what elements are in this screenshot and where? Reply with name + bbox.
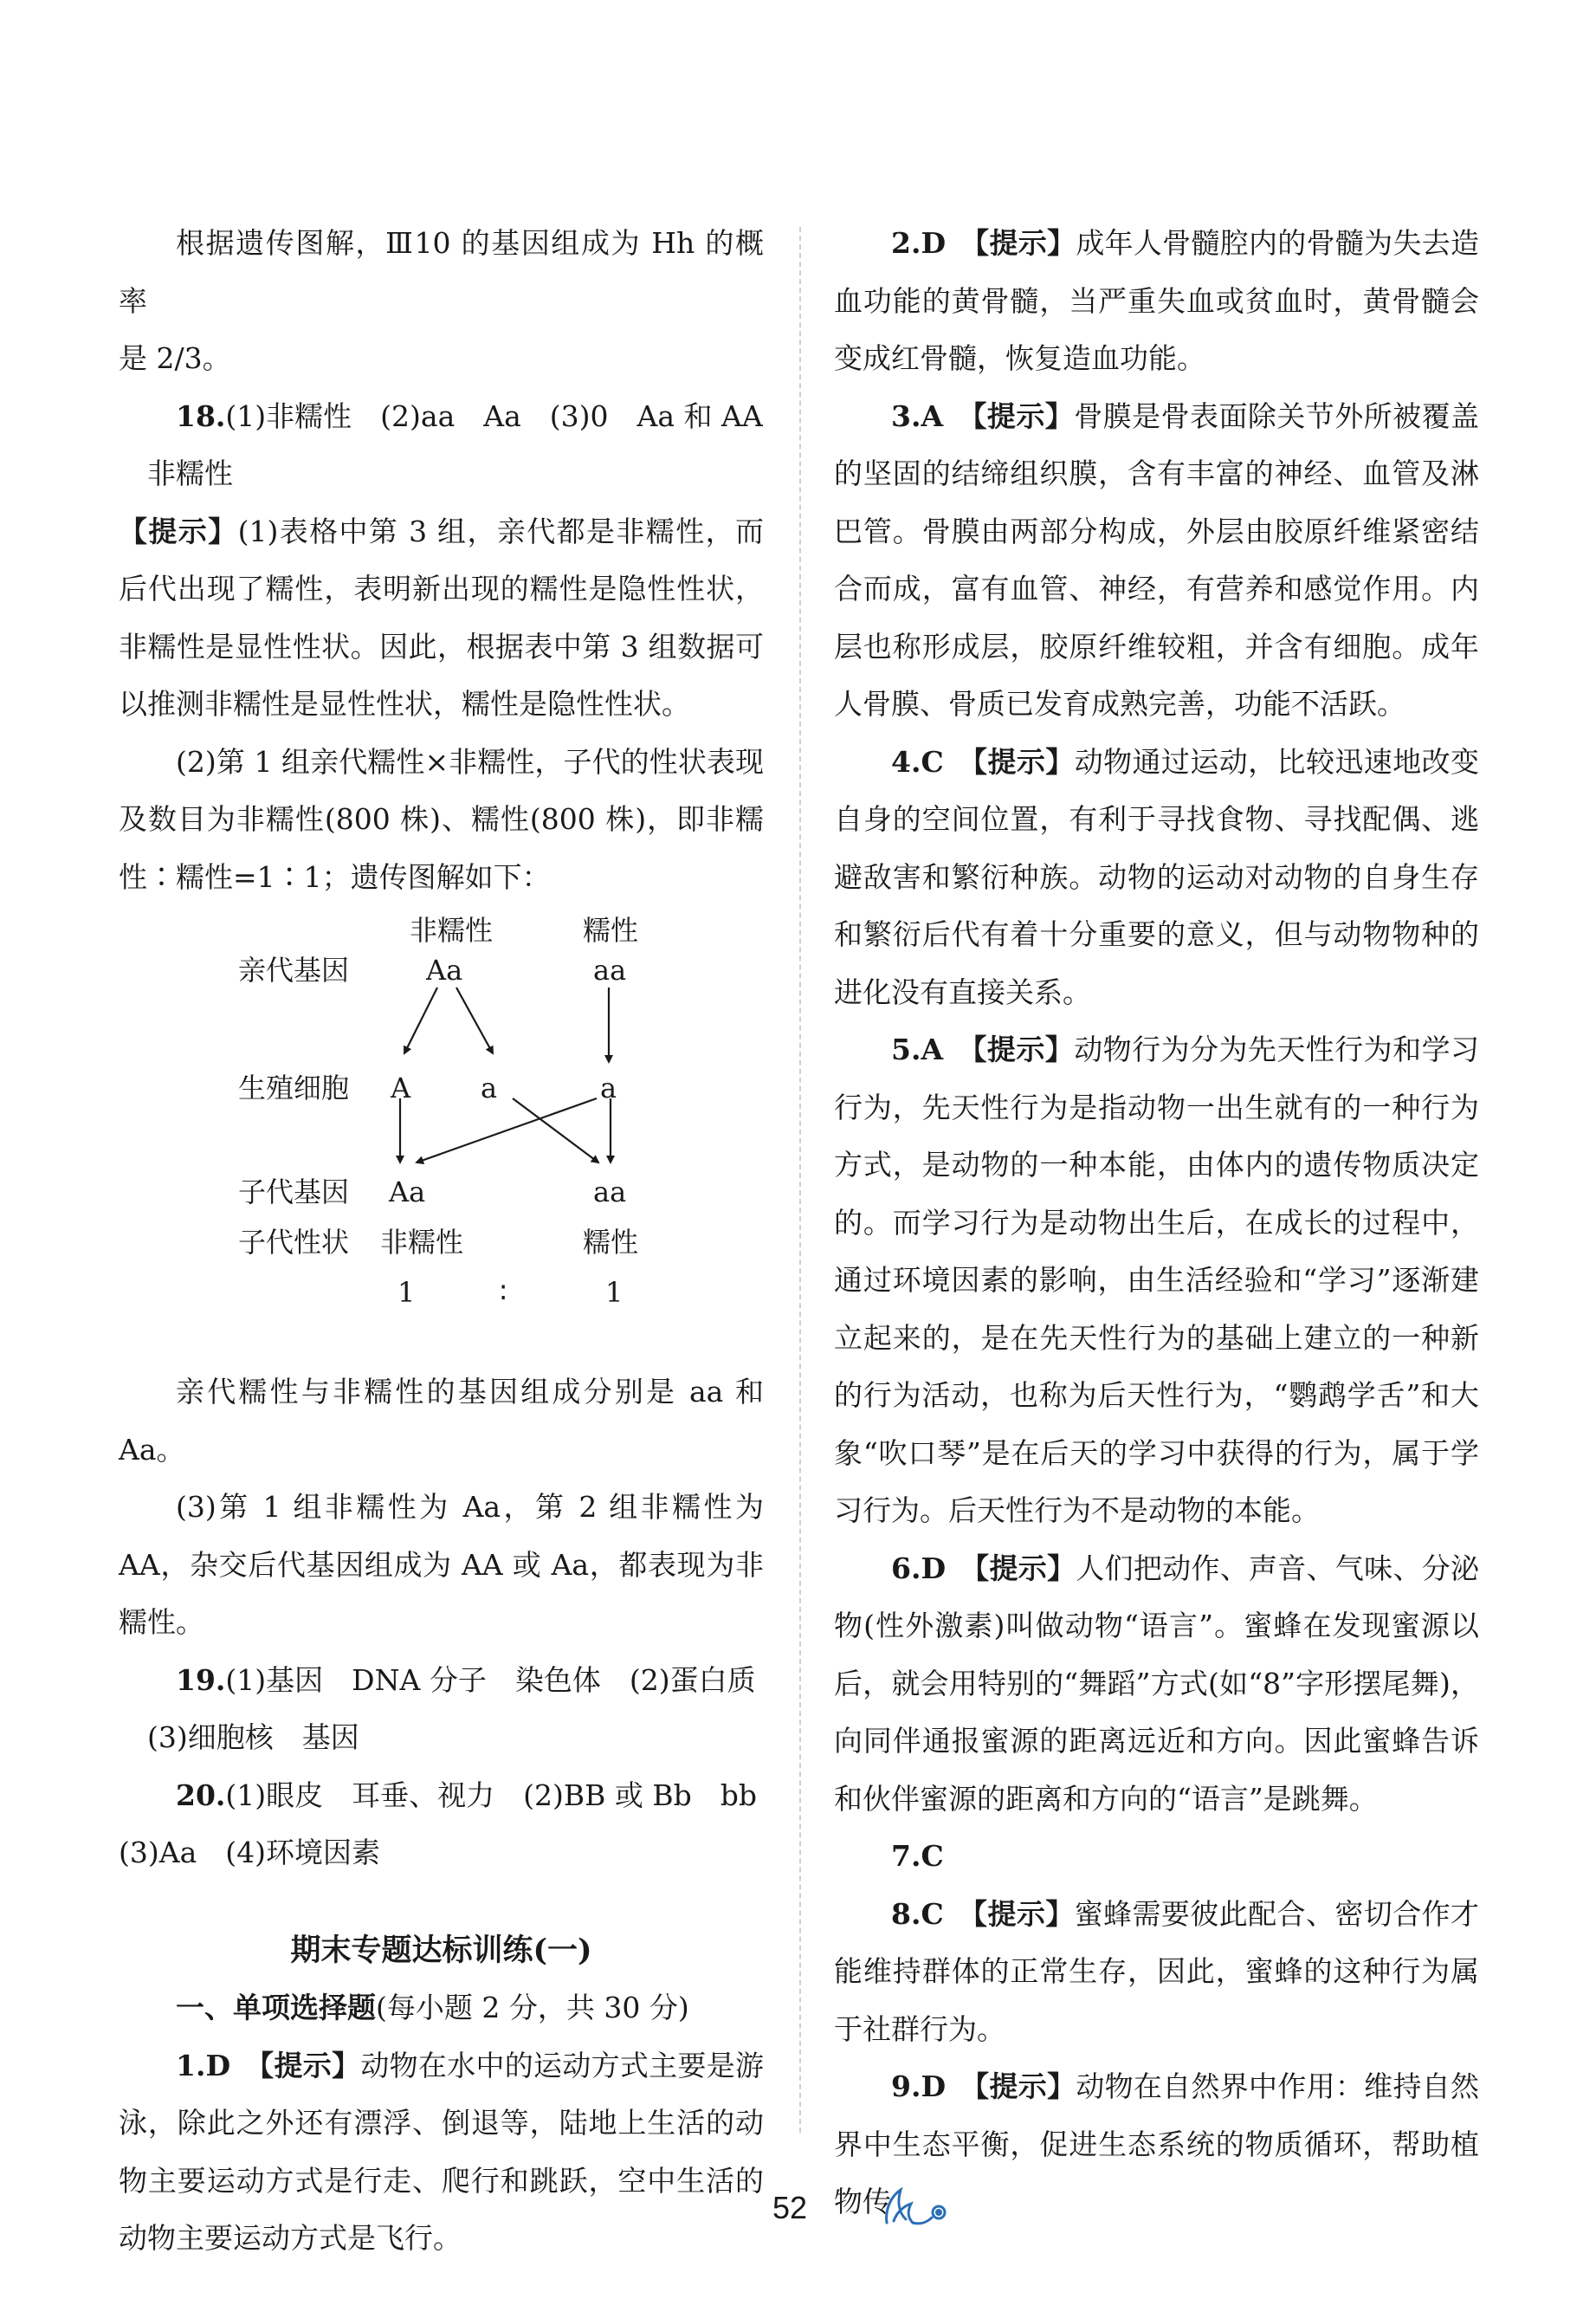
answer-4: 4.C 【提示】动物通过运动，比较迅速地改变自身的空间位置，有利于寻找食物、寻找配偶、逃避敌害和繁衍种族。动物的运动对动物的自身生存和繁衍后代有着十分重要的意义，但与动物物种的进化没有直接关系。 [834, 744, 1480, 1009]
question-number: 1.D [176, 2048, 231, 2082]
gamete-2: a [481, 1072, 498, 1104]
question-number: 6.D [891, 1551, 947, 1585]
answer-19-cont: (3)细胞核 基因 [147, 1720, 359, 1754]
ratio-right: 1 [605, 1276, 624, 1309]
section-heading: 一、单项选择题(每小题 2 分，共 30 分) [176, 1991, 689, 2024]
question-number: 5.A [891, 1033, 944, 1066]
tip-label: 【提示】 [972, 1896, 1075, 1931]
answer-18: 18.(1)非糯性 (2)aa Aa (3)0 Aa 和 AA [176, 398, 763, 433]
child-gene-left: Aa [389, 1175, 426, 1208]
tip-label: 【提示】 [972, 744, 1075, 779]
arrow-a-cross-to-Aa [417, 1098, 597, 1162]
tip-18-part3: 亲代糯性与非糯性的基因组成分别是 aa 和 Aa。 [119, 1375, 764, 1467]
tip-label: 【提示】 [974, 2069, 1076, 2103]
row-label-parent-gene: 亲代基因 [238, 954, 350, 987]
arrow-aa-to-a [456, 988, 493, 1053]
tip-label: 【提示】 [972, 1033, 1075, 1066]
answer-18-cont: 非糯性 [147, 457, 233, 490]
answer-2: 2.D 【提示】成年人骨髓腔内的骨髓为失去造血功能的黄骨髓，当严重失血或贫血时，黄骨髓会变成红骨髓，恢复造血功能。 [834, 226, 1480, 375]
row-label-child-trait: 子代性状 [238, 1226, 350, 1259]
left-column [119, 215, 764, 2268]
tip-18-part4: (3)第 1 组非糯性为 Aa，第 2 组非糯性为 AA，杂交后代基因组成为 AA 或 Aa，都表现为非糯性。 [119, 1490, 764, 1639]
row-label-gamete: 生殖细胞 [238, 1072, 350, 1104]
tip-18-part2: (2)第 1 组亲代糯性×非糯性，子代的性状表现及数目为非糯性(800 株)、糯性(800 株)，即非糯性∶糯性=1∶1；遗传图解如下： [119, 744, 764, 894]
answer-3: 3.A 【提示】骨膜是骨表面除关节外所被覆盖的坚固的结缔组织膜，含有丰富的神经、血管及淋巴管。骨膜由两部分构成，外层由胶原纤维紧密结合而成，富有血管、神经，有营养和感觉作用。内层也称形成层，胶原纤维较粗，并含有细胞。成年人骨膜、骨质已发育成熟完善，功能不活跃。 [834, 398, 1480, 721]
gamete-3: a [600, 1072, 617, 1104]
right-column [834, 215, 1479, 2231]
question-number: 9.D [891, 2069, 947, 2103]
tip-label: 【提示】 [259, 2048, 361, 2082]
child-trait-right: 糯性 [583, 1226, 639, 1259]
answer-6: 6.D 【提示】人们把动作、声音、气味、分泌物(性外激素)叫做动物“语言”。蜜蜂在发现蜜源以后，就会用特别的“舞蹈”方式(如“8”字形摆尾舞)，向同伴通报蜜源的距离远近和方向。因此蜜蜂告诉和伙伴蜜源的距离和方向的“语言”是跳舞。 [834, 1551, 1480, 1816]
answer-7 [834, 1828, 1479, 1886]
parent-gene-left: Aa [426, 954, 463, 987]
answer-19: 19.(1)基因 DNA 分子 染色体 (2)蛋白质 [176, 1662, 756, 1697]
child-trait-left: 非糯性 [380, 1226, 464, 1259]
ratio-left: 1 [397, 1276, 416, 1309]
answer-5: 5.A 【提示】动物行为分为先天性行为和学习行为，先天性行为是指动物一出生就有的一种行为方式，是动物的一种本能，由体内的遗传物质决定的。而学习行为是动物出生后，在成长的过程中，通过环境因素的影响，由生活经验和“学习”逐渐建立起来的，是在先天性行为的基础上建立的一种新的行为活动，也称为后天性行为，“鹦鹉学舌”和大象“吹口琴”是在后天的学习中获得的行为，属于学习行为。后天性行为不是动物的本能。 [834, 1033, 1480, 1527]
answer-9: 9.D 【提示】动物在自然界中作用：维持自然界中生态平衡，促进生态系统的物质循环，帮助植物传 [834, 2069, 1480, 2218]
page-number: 52 [772, 2190, 808, 2225]
question-number: 7.C [891, 1839, 944, 1873]
paragraph-probability-cont: 是 2/3。 [119, 341, 231, 375]
parent-trait-left: 非糯性 [410, 914, 494, 947]
tip-label: 【提示】 [119, 514, 238, 548]
gamete-1: A [391, 1072, 411, 1104]
question-number: 3.A [891, 398, 944, 433]
answer-20: 20.(1)眼皮 耳垂、视力 (2)BB 或 Bb bb [176, 1778, 758, 1812]
answer-8: 8.C 【提示】蜜蜂需要彼此配合、密切合作才能维持群体的正常生存，因此，蜜蜂的这种行为属于社群行为。 [834, 1896, 1480, 2046]
tip-label: 【提示】 [972, 398, 1075, 433]
column-divider [799, 227, 801, 2133]
arrow-a-to-aa [513, 1098, 598, 1162]
tip-label: 【提示】 [974, 1551, 1076, 1585]
parent-trait-right: 糯性 [583, 914, 639, 947]
row-label-child-gene: 子代基因 [238, 1175, 350, 1208]
genetic-diagram [119, 906, 764, 1363]
arrow-aa-to-A [404, 988, 437, 1053]
question-number: 20. [176, 1778, 226, 1812]
section-title: 期末专题达标训练(一) [290, 1932, 592, 1968]
question-number: 18. [176, 398, 226, 433]
tip-18-part1: 【提示】(1)表格中第 3 组，亲代都是非糯性，而后代出现了糯性，表明新出现的糯性是隐性性状，非糯性是显性性状。因此，根据表中第 3 组数据可以推测非糯性是显性性状，糯性是隐性性状。 [119, 514, 764, 721]
question-number: 19. [176, 1662, 226, 1697]
paragraph-probability: 根据遗传图解，Ⅲ10 的基因组成为 Hh 的概率 [119, 226, 764, 318]
question-number: 8.C [891, 1896, 944, 1931]
child-gene-right: aa [593, 1175, 627, 1208]
question-number: 2.D [891, 226, 947, 260]
answer-20-cont: (3)Aa (4)环境因素 [119, 1836, 380, 1869]
tip-label: 【提示】 [974, 226, 1076, 260]
ratio-colon: ∶ [500, 1276, 507, 1309]
flourish-icon [882, 2185, 951, 2228]
parent-gene-right: aa [593, 954, 627, 987]
answer-1: 1.D 【提示】动物在水中的运动方式主要是游泳，除此之外还有漂浮、倒退等，陆地上生活的动物主要运动方式是行走、爬行和跳跃，空中生活的动物主要运动方式是飞行。 [119, 2048, 765, 2255]
question-number: 4.C [891, 744, 944, 779]
